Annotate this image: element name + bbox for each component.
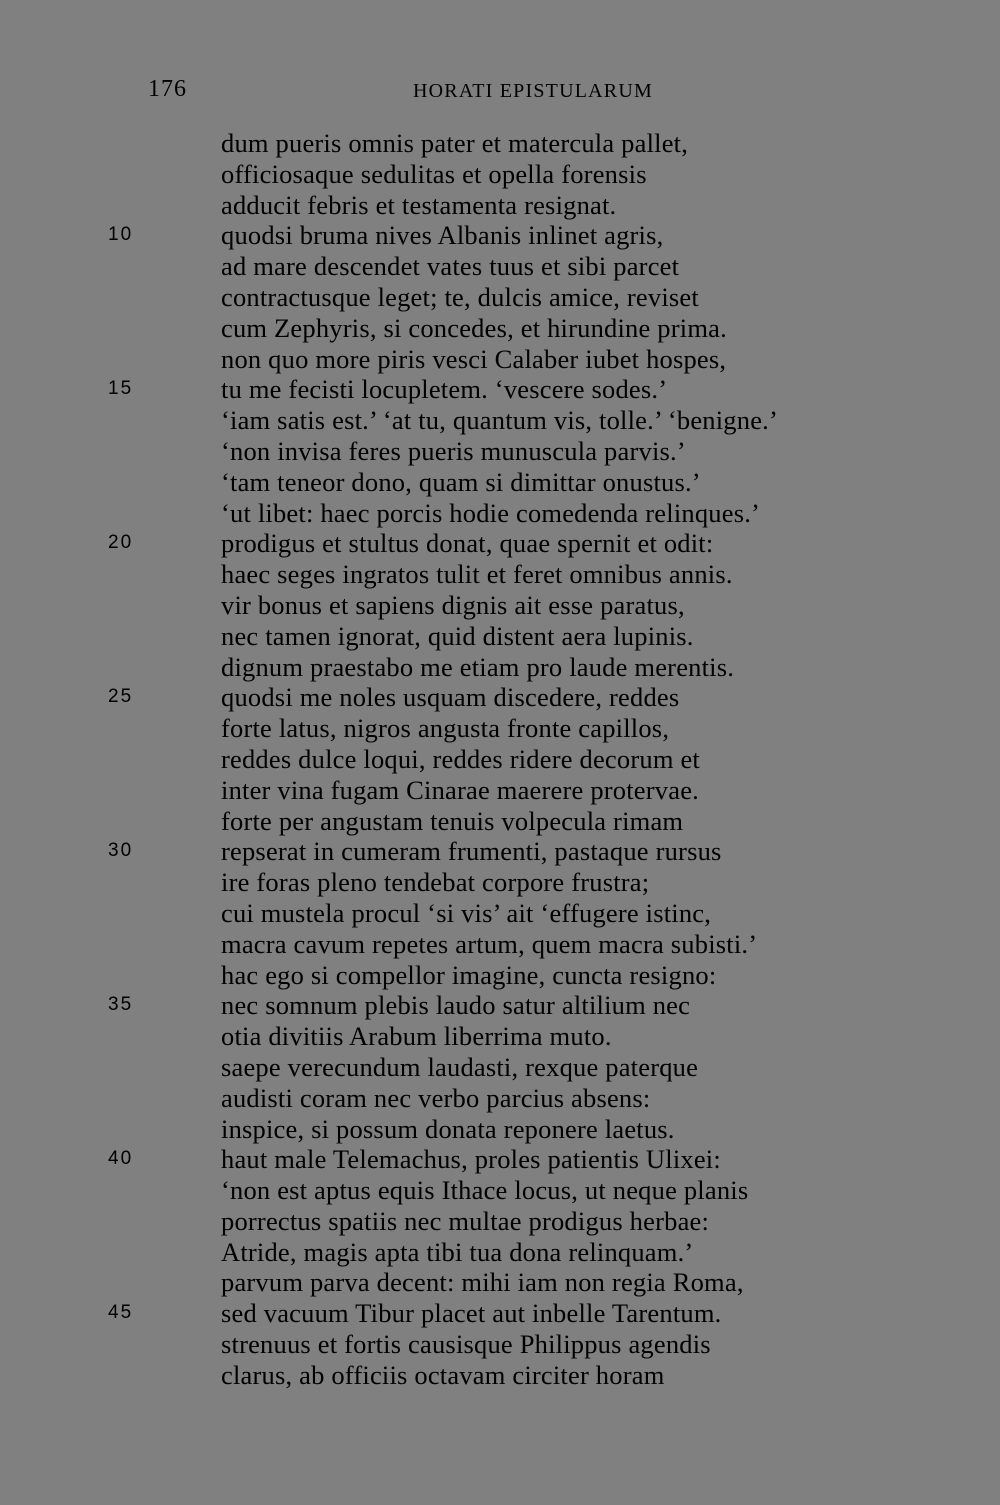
line-text: macra cavum repetes artum, quem macra subisti.’ [221,928,758,959]
line-text: dum pueris omnis pater et matercula pallet, [221,128,689,158]
line-text: clarus, ab officiis octavam circiter horam [221,1359,665,1390]
line-text: otia divitiis Arabum liberrima muto. [221,1021,612,1052]
verse-line [0,159,1000,190]
verse-line [0,990,1000,1021]
verse-line [0,1175,1000,1206]
line-text: ‘iam satis est.’ ‘at tu, quantum vis, tolle.’ ‘benigne.’ [221,405,779,436]
verse-line [0,282,1000,313]
line-text: strenuus et fortis causisque Philippus agendis [221,1329,711,1360]
line-text: adducit febris et testamenta resignat. [221,189,617,220]
page-number: 176 [148,76,187,102]
verse-line [0,559,1000,590]
line-text: ad mare descendet vates tuus et sibi parcet [221,251,680,282]
line-text: porrectus spatiis nec multae prodigus herbae: [221,1205,710,1236]
line-text: ire foras pleno tendebat corpore frustra; [221,867,650,898]
line-number: 40 [108,1148,134,1170]
line-text: reddes dulce loqui, reddes ridere decorum et [221,743,700,774]
line-text: forte per angustam tenuis volpecula rimam [221,805,684,836]
verse-line [0,128,1000,159]
verse-line [0,344,1000,375]
line-text: tu me fecisti locupletem. ‘vescere sodes.’ [221,374,668,405]
line-text: nec tamen ignorat, quid distent aera lupinis. [221,620,694,651]
line-text: quodsi me noles usquam discedere, reddes [221,682,680,713]
line-text: inspice, si possum donata reponere laetus. [221,1113,675,1144]
verse-line [0,1052,1000,1083]
line-text: haut male Telemachus, proles patientis Ulixei: [221,1144,721,1175]
verse-line [0,498,1000,529]
line-text: dignum praestabo me etiam pro laude merentis. [221,651,735,682]
line-text: sed vacuum Tibur placet aut inbelle Tarentum. [221,1298,722,1329]
verse-line [0,590,1000,621]
verse-line [0,1298,1000,1329]
verse-line [0,621,1000,652]
verse-line [0,467,1000,498]
line-text: cui mustela procul ‘si vis’ ait ‘effugere istinc, [221,897,712,928]
verse-line [0,528,1000,559]
verse-line [0,251,1000,282]
line-text: ‘ut libet: haec porcis hodie comedenda relinques.’ [221,497,761,528]
verse-line [0,436,1000,467]
verse-line [0,1021,1000,1052]
line-number: 45 [108,1302,134,1324]
line-text: nec somnum plebis laudo satur altilium nec [221,990,691,1021]
line-text: ‘non invisa feres pueris munuscula parvis.’ [221,435,686,466]
running-head: HORATI EPISTULARUM [413,80,653,102]
line-text: vir bonus et sapiens dignis ait esse paratus, [221,589,685,620]
line-text: repserat in cumeram frumenti, pastaque rursus [221,836,722,867]
verse-line [0,220,1000,251]
verse-line [0,836,1000,867]
verse-line [0,405,1000,436]
verse-line [0,960,1000,991]
line-text: forte latus, nigros angusta fronte capillos, [221,713,670,744]
verse-line [0,713,1000,744]
verse-line [0,898,1000,929]
verse-line [0,1267,1000,1298]
line-text: prodigus et stultus donat, quae spernit et odit: [221,528,714,559]
verse-line [0,1206,1000,1237]
verse-line [0,1083,1000,1114]
verse-line [0,374,1000,405]
line-number: 15 [108,378,134,400]
verse-line [0,313,1000,344]
line-text: Atride, magis apta tibi tua dona relinquam.’ [221,1236,694,1267]
line-text: contractusque leget; te, dulcis amice, reviset [221,281,699,312]
verse-line [0,775,1000,806]
line-number: 30 [108,840,134,862]
line-text: ‘tam teneor dono, quam si dimittar onustus.’ [221,466,701,497]
poem-body [0,128,1000,1391]
verse-line [0,682,1000,713]
line-text: saepe verecundum laudasti, rexque paterque [221,1051,699,1082]
verse-line [0,1360,1000,1391]
verse-line [0,806,1000,837]
line-number: 35 [108,994,134,1016]
line-number: 20 [108,532,134,554]
verse-line [0,929,1000,960]
verse-line [0,744,1000,775]
verse-line [0,1237,1000,1268]
line-text: parvum parva decent: mihi iam non regia Roma, [221,1267,744,1298]
verse-line [0,1144,1000,1175]
line-number: 25 [108,686,134,708]
line-text: ‘non est aptus equis Ithace locus, ut neque planis [221,1175,749,1206]
verse-line [0,652,1000,683]
verse-line [0,1114,1000,1145]
line-text: officiosaque sedulitas et opella forensis [221,158,647,189]
verse-line [0,190,1000,221]
line-text: quodsi bruma nives Albanis inlinet agris, [221,220,664,251]
line-text: hac ego si compellor imagine, cuncta resigno: [221,959,717,990]
line-text: audisti coram nec verbo parcius absens: [221,1082,651,1113]
line-text: inter vina fugam Cinarae maerere protervae. [221,774,699,805]
line-text: haec seges ingratos tulit et feret omnibus annis. [221,559,733,590]
page-header [0,76,1000,108]
line-text: non quo more piris vesci Calaber iubet hospes, [221,343,727,374]
verse-line [0,1329,1000,1360]
line-number: 10 [108,224,134,246]
line-text: cum Zephyris, si concedes, et hirundine prima. [221,312,727,343]
verse-line [0,867,1000,898]
